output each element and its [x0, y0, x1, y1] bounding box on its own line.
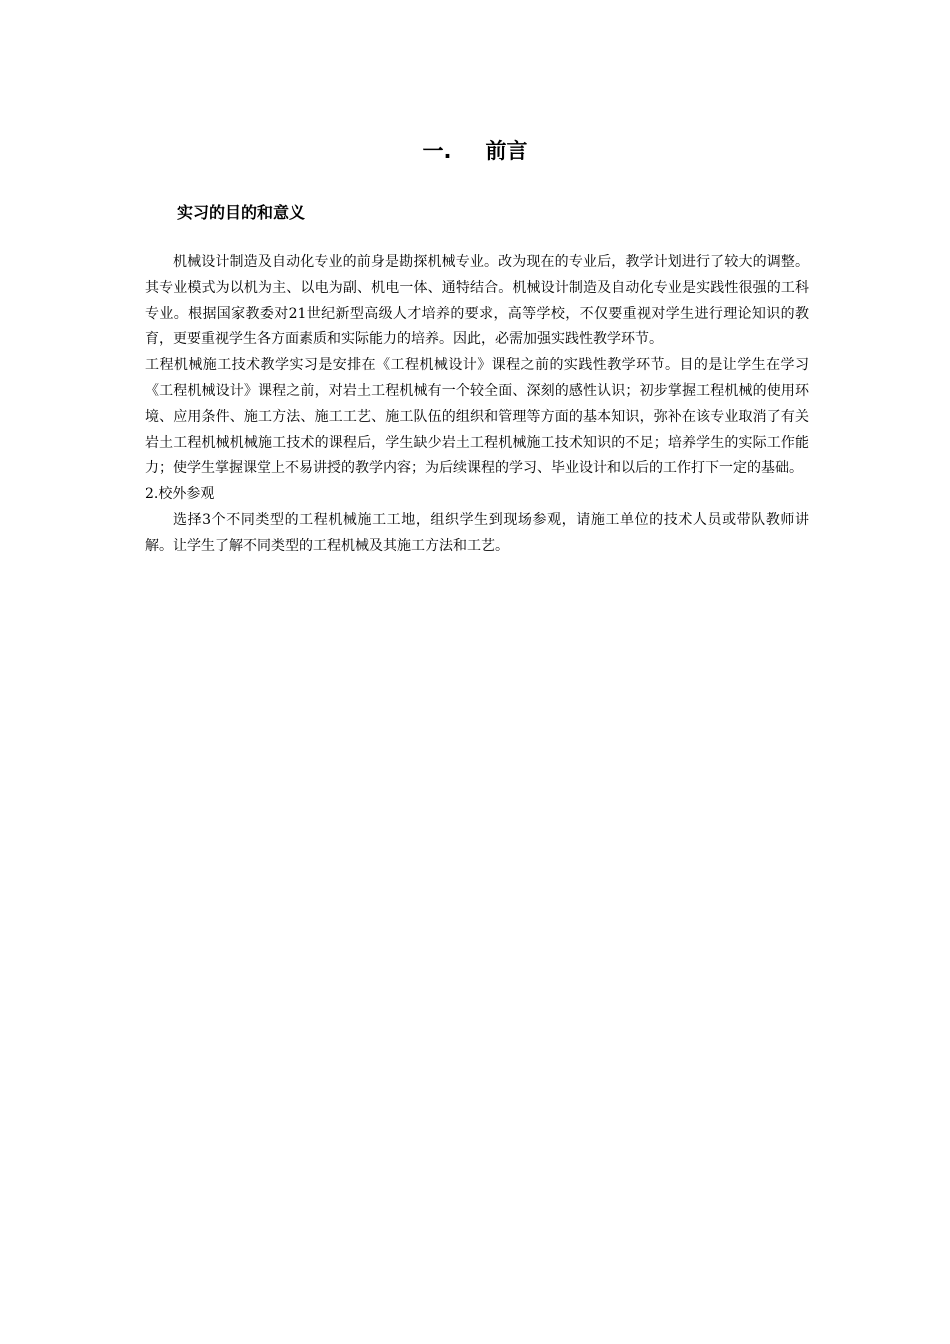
chapter-title-text: 前言 — [485, 139, 528, 163]
subheading-site-visit: 2.校外参观 — [145, 486, 215, 503]
paragraph-purpose: 机械设计制造及自动化专业的前身是勘探机械专业。改为现在的专业后，教学计划进行了较大的调整。其专业模式为以机为主、以电为副、机电一体、通特结合。机械设计制造及自动化专业是实践性很强的工科专业。根据国家教委对21世纪新型高级人才培养的要求，高等学校，不仅要重视对学生进行理论知识的教育，更要重视学生各方面素质和实际能力的培养。因此，必需加强实践性教学环节。 — [145, 254, 809, 348]
chapter-title — [0, 136, 950, 166]
paragraph-site-visit: 选择3个不同类型的工程机械施工工地，组织学生到现场参观，请施工单位的技术人员或带队教师讲解。让学生了解不同类型的工程机械及其施工方法和工艺。 — [145, 511, 809, 554]
body-text — [145, 250, 809, 560]
chapter-number: 一. — [422, 139, 452, 163]
paragraph-internship: 工程机械施工技术教学实习是安排在《工程机械设计》课程之前的实践性教学环节。目的是让学生在学习《工程机械设计》课程之前，对岩土工程机械有一个较全面、深刻的感性认识；初步掌握工程机械的使用环境、应用条件、施工方法、施工工艺、施工队伍的组织和管理等方面的基本知识，弥补在该专业取消了有关岩土工程机械机械施工技术的课程后，学生缺少岩土工程机械施工技术知识的不足；培养学生的实际工作能力；使学生掌握课堂上不易讲授的教学内容；为后续课程的学习、毕业设计和以后的工作打下一定的基础。 — [145, 357, 809, 477]
section-title: 实习的目的和意义 — [177, 203, 306, 222]
